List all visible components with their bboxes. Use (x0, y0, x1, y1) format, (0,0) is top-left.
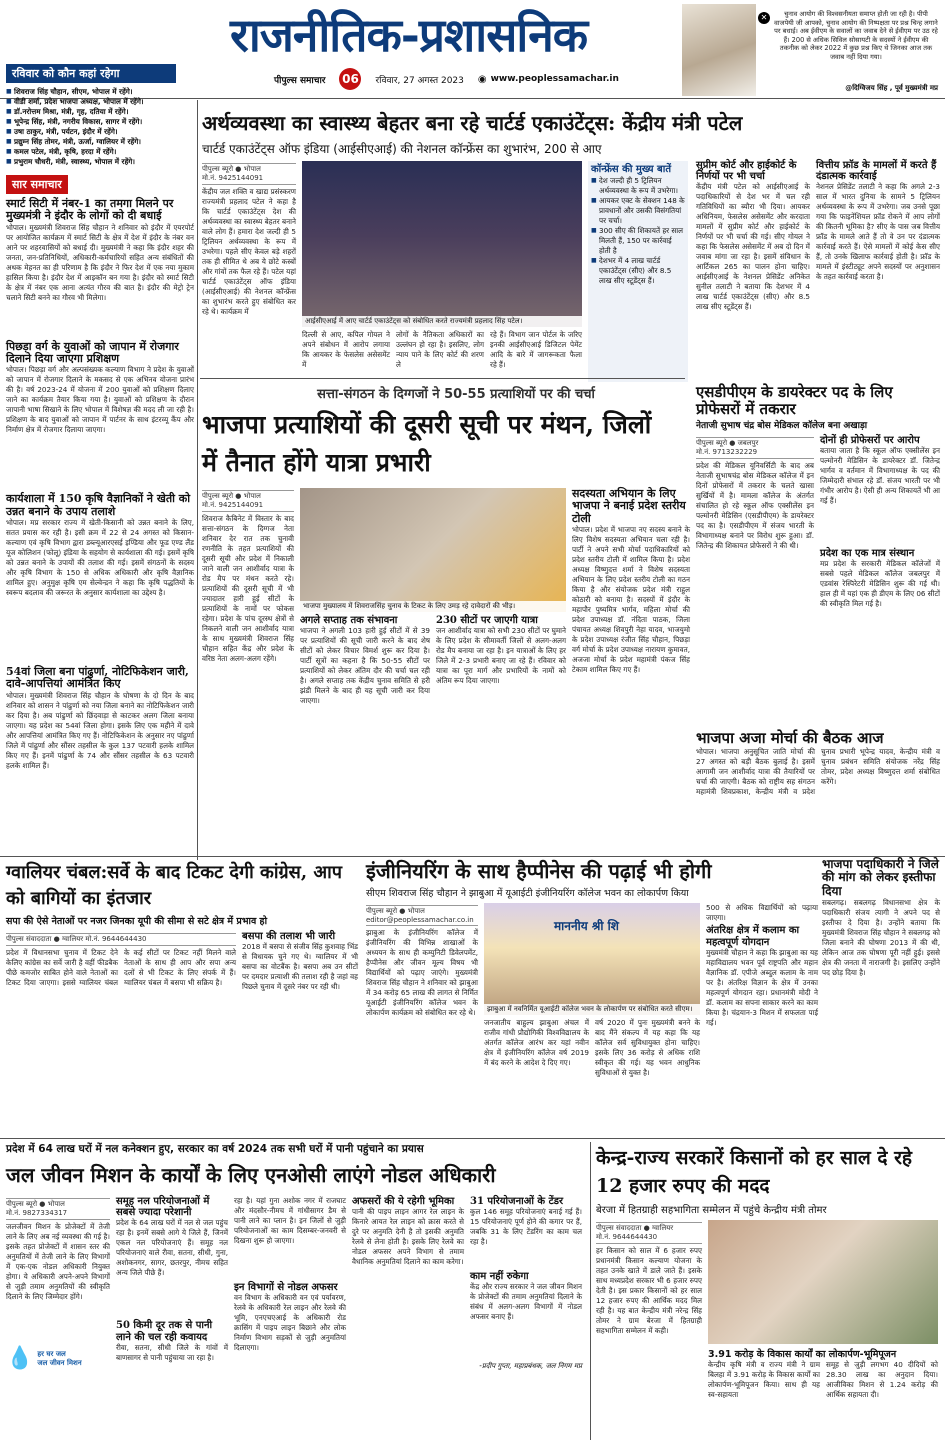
sub-headline: इन विभागों से नोडल अफसर (234, 1282, 338, 1293)
brief-headline: 54वां जिला बना पांढुर्णा, नोटिफिकेशन जारी, दावे-आपत्तियां आमंत्रित किए (6, 664, 189, 691)
resign-headline: भाजपा पदाधिकारी ने जिले की मांग को लेकर इस्तीफा दिया (822, 857, 939, 898)
byline: पीपुल्स ब्यूरो ● भोपाल मो.नं. 9425144091 (202, 490, 294, 512)
brief-item (6, 493, 194, 658)
engg-subhead: सीएम शिवराज सिंह चौहान ने झाबुआ में यूआईटी इंजीनियरिंग कॉलेज भवन का लोकार्पण किया (366, 888, 689, 900)
sar-header: सार समाचार (6, 175, 68, 194)
photo-caption: 3.91 करोड़ के विकास कार्यों का लोकार्पण-भूमिपूजन (708, 1349, 897, 1360)
sub-body: पानी की पाइप लाइन आगर रेल लाइन के किनारे आयत रेल लाइन को क्रास करते से दुरे पर अनुमति देनी है तो इसकी अनुमति रेलवे से लेना होती है। इसके लिए रेलवे का नोडल अफसर अपने विभाग से तमाम वैधानिक अनुमतियां दिलाने का काम करेगा। (352, 1207, 464, 1267)
photo-caption: आईसीएआई में आए चार्टर्ड एकाउंटेंट्स को संबोधित करते राज्यमंत्री प्रहलाद सिंह पटेल। (302, 316, 582, 327)
sub-headline: अंतरिक्ष क्षेत्र में कलाम का महत्वपूर्ण योगदान (706, 925, 800, 948)
column-headline: वित्तीय फ्रॉड के मामलों में करते हैं दंडात्मक कार्रवाई (816, 160, 937, 183)
brief-body: भोपाल। पिछड़ा वर्ग और अल्पसंख्यक कल्याण विभाग ने प्रदेश के युवाओं को जापान में रोजगार दिलाने के मकसद से एक अभिनव योजना प्रारंभ की है। वर्ष 2023-24 में योजना में 200 युवाओं को प्रशिक्षण दिलाए जाने का कार्यक्रम तैयार किया गया है। युवाओं को प्रशिक्षण के दौरान जापानी भाषा सिखाने के लिए भोपाल में विशेषज्ञ की मदद ली जा रही है। प्रशिक्षण के बाद युवाओं को जापान में पार्टनर के साथ इंटरव्यू कैंप और निर्माण क्षेत्र में रोजगार दिलाया जाएगा। (6, 365, 194, 435)
byline: पीपुल्स संवाददाता ● ग्वालियर मो.नं. 9644644430 (6, 933, 236, 946)
side-body: मप्र प्रदेश के सरकारी मेडिकल कॉलेजों में सबसे पहले मेडिकल कॉलेज जबलपुर में एडवांस रेस्पिरेटरी मेडिसिन शुरू की गई थी। हाल ही में यहां एक ही डीएम के लिए 06 सीटों की स्वीकृति मिल गई है। (820, 558, 940, 608)
website: www.peoplessamachar.in (490, 74, 619, 84)
side-headline: दोनों ही प्रोफेसरों पर आरोप (820, 434, 920, 446)
who-where-list (6, 87, 194, 167)
bjp-body: शिवराज कैबिनेट में विस्तार के बाद सत्ता-संगठन के दिग्गज नेता शनिवार देर रात तक चुनावी रणनीति के तहत प्रत्याशियों की दूसरी सूची और प्रदेश में निकाली जाने वाली जन आशीर्वाद यात्रा के रोड मैप पर मंथन करते रहे। प्रत्याशियों की दूसरी सूची में भी ज्यादातर हारी हुई सीटों के प्रत्याशियों के नामों पर फोकस रहेगा। प्रदेश के पांच दूरस्थ क्षेत्रों से निकलने वाली जन आशीर्वाद यात्रा के साथ मुख्यमंत्री शिवराज सिंह चौहान सहित केंद्र और प्रदेश के वरिष्ठ नेता अलग-अलग रहेंगे। (202, 514, 294, 663)
side-body: बताया जाता है कि स्कूल ऑफ एक्सीलेंस इन पल्मोनरी मेडिसिन के डायरेक्टर डॉ. जितेन्द्र भार्गव व वर्तमान में विभागाध्यक्ष के पद की जिम्मेदारी संभाल रहे डॉ. संजय भारती पर भी गंभीर आरोप है। ऐसी ही अन्य शिकायतें भी आ गई हैं। (820, 445, 940, 505)
lead-body: केंद्रीय जल शक्ति व खाद्य प्रसंस्करण राज्यमंत्री प्रहलाद पटेल ने कहा है कि चार्टर्ड एकाउंटेंट्स देश की अर्थव्यवस्था का स्वास्थ्य बेहतर बनाने वाले लोग हैं। हमारा देश जल्दी ही 5 ट्रिलियन अर्थव्यवस्था के रूप में उभरेगा। पहले सीए केवल बड़े शहरों तक ही सीमित थे अब ये छोटे कस्बों और गांवों तक फैल रहे हैं। पटेल यहां चार्टर्ड एकाउंटेंट्स ऑफ इंडिया (आईसीएआई) की नेशनल कॉन्फ्रेंस का शुभारंभ करते हुए संबोधित कर रहे थे। कार्यक्रम में (202, 187, 296, 317)
farm-story (596, 1144, 940, 1440)
water-drop-icon: 💧 (6, 1346, 34, 1371)
farm-headline: केन्द्र-राज्य सरकारें किसानों को हर साल दे रहे 12 हजार रुपए की मदद (596, 1147, 912, 1197)
sub-body: जन आशीर्वाद यात्रा को सभी 230 सीटों पर घुमाने के लिए प्रदेश के सीमावर्ती जिलों से अलग-अलग रोड मैप बनाया जा रहा है। इन यात्राओं के लिए हर जिले में 2-3 प्रभारी बनाए जा रहे हैं। रविवार को यात्रा का पूरा मार्ग और प्रभारियों के नामों को अंतिम रूप दिया जाएगा। (436, 626, 566, 686)
list-item: ■ शिवराज सिंह चौहान, सीएम, भोपाल में रहेंगे। (6, 87, 194, 97)
leader-portrait (682, 4, 756, 96)
gwalior-subhead: सपा की ऐसे नेताओं पर नजर जिनका यूपी की सीमा से सटे क्षेत्र में प्रभाव हो (6, 916, 268, 927)
lead-body: दिल्ली से आए, कपिल गोयल ने अपने संबोधन में आरोप लगाया कि आयकर के फेसलेस असेसमेंट में (302, 330, 390, 370)
ssm-body: प्रदेश की मेडिकल यूनिवर्सिटी के बाद अब नेताजी सुभाषचंद्र बोस मेडिकल कॉलेज में इन दिनों प्रोफेसरों में तकरार के चलते खासा सुर्खियों में है। मामला कॉलेज के अंतर्गत संचालित हो रहे स्कूल ऑफ एक्सीलेंस इन पल्मोनरी मेडिसिन (एसडीपीएम) के डायरेक्टर पद का है। एसडीपीएम में संजय भारती के विभागाध्यक्ष बनाने पर विरोध शुरू हुआ। डॉ. जितेन्द्र की शिकायत प्रोफेसरों ने की थी। (696, 460, 814, 550)
farm-subhead: बेरजा में हितग्राही सहभागिता सम्मेलन में पहुंचे केन्द्रीय मंत्री तोमर (596, 1205, 827, 1216)
gwalior-body: प्रदेश में विधानसभा चुनाव में टिकट देने केलिए कांग्रेस का सर्वे जारी है वहीं फीडबैक पीछे कमजोर साबित होने वाले नेताओं का टिकट दिया जाएगा। इससे ग्वालियर चंबल के कई सीटों पर टिकट नहीं मिलने वाले नेताओं के साथ ही आप और सपा अन्य दलों से भी टिकट के लिए संपर्क में हैं। ग्वालियर चंबल में बसपा भी सक्रिय है। (6, 948, 236, 987)
byline: पीपुल्स ब्यूरो ● भोपाल editor@peoplessamachar.co.in (366, 905, 478, 926)
water-headline: जल जीवन मिशन के कार्यों के लिए एनओसी लाएंगे नोडल अधिकारी (6, 1163, 496, 1187)
sub-headline: काम नहीं रुकेगा (470, 1271, 529, 1283)
left-column (6, 62, 194, 964)
sub-headline: समूह नल परियोजनाओं में सबसे ज्यादा परेशानी (116, 1196, 210, 1219)
lead-story (202, 111, 743, 390)
gwalior-story (6, 860, 360, 1120)
farm-body: हर किसान को साल में 6 हजार रुपए प्रधानमंत्री किसान कल्याण योजना के तहत उनके खाते में डाले जाते हैं। इसके साथ मध्यप्रदेश सरकार भी 6 हजार रुपए देती है। इस प्रकार किसानों को हर साल 12 हजार रुपए की आर्थिक मदद मिल रही है। यह बात केन्द्रीय मंत्री नरेन्द्र सिंह तोमर ने ग्राम बेरजा में हितग्राही सहभागिता सम्मेलन में कही। (596, 1246, 702, 1335)
brief-body: भोपाल। मुख्यमंत्री शिवराज सिंह चौहान ने शनिवार को इंदौर में एयरपोर्ट पर आयोजित कार्यक्रम में स्मार्ट सिटी के क्षेत्र में देश में इंदौर के नंबर वन आने पर शहरवासियों को बधाई दी। मुख्यमंत्री ने कहा कि इंदौर शहर की जनता, जन-प्रतिनिधियों, अधिकारी-कर्मचारियों सहित अन्य संबंधितों की अथक मेहनत का ही परिणाम है कि इंदौर ने फिर देश में एक नया मुकाम हासिल किया है। इंदौर देश में आइकॉन बन गया है। इंदौर को स्मार्ट सिटी के क्षेत्र में नंबर एक आना अत्यंत गौरव की बात है। इंदौर की मेट्रो ट्रेन चलाने सिटी बनने का गौरव भी मिलेगा। (6, 222, 194, 302)
sub-headline: 230 सीटों पर जाएगी यात्रा (436, 615, 538, 626)
side-headline: प्रदेश का एक मात्र संस्थान (820, 547, 915, 559)
engg-body: जनजातीय बाहुल्य झाबुआ अंचल में राजीव गांधी प्रौद्योगिकी विश्वविद्यालय के अंतर्गत कॉलेज आरंभ कर यहां नवीन क्षेत्र में इंजीनियरिंग कॉलेज वर्ष 2019 में बंद करने के आदेश दे दिए गए। (484, 1018, 589, 1068)
farm-body: समूह से जुड़ी लगभग 40 दीदियों को 28.30 लाख का अनुदान दिया। आजीविका मिशन से 1.24 करोड़ की आर्थिक सहायता दी। (826, 1360, 938, 1399)
quote-box (682, 4, 940, 96)
column-body: केंद्रीय मंत्री पटेल को आईसीएआई के पदाधिकारियों से देश भर में चल रही गतिविधियों का ब्यौरा भी दिया। आयकर अधिनियम, फेसलेस असेसमेंट और करदाता मामलों में सुप्रीम कोर्ट और हाईकोर्ट के निर्णयों पर भी चर्चा की गई। सीए गोयल ने कहा कि फेसलेस असेसमेंट में अब दो दिन में जवाब मांगा जा रहा है। इसमें संविधान के आर्टिकल 265 का पालन होना चाहिए। आईसीएआई के नेशनल प्रेसिडेंट अनिकेत सुनील तलाटी ने बताया कि देशभर में 4 लाख चार्टर्ड एकाउंटेंट्स (सीए) और 8.5 लाख सीए स्टूडेंट्स हैं। (696, 182, 810, 312)
list-item: ■ 300 सीए की शिकायतें हर साल मिलती हैं, 150 पर कार्रवाई होती है (591, 226, 685, 256)
engg-body: वर्ष 2020 में पुनः मुख्यमंत्री बनने के बाद मैंने संकल्प में यह कहा कि यह कॉलेज सर्व सुविधायुक्त होना चाहिए। इसके लिए 36 करोड़ से अधिक राशि स्वीकृत की गई। यह भवन आधुनिक सुविधाओं से युक्त है। (595, 1018, 700, 1078)
water-story (6, 1142, 586, 1440)
sub-body: रीवा, सतना, सीधी जिले के गांवों में बाणसागर से पानी पहुंचाया जा रहा है। (116, 1342, 228, 1362)
column-body: नेशनल प्रेसिडेंट तलाटी ने कहा कि अगले 2-3 साल में भारत दुनिया के सामने 5 ट्रिलियन अर्थव्यवस्था के रूप में उभरेगा। जब उनसे पूछा गया कि फाइनेंशियल फ्रॉड रोकने में आप लोगों की कितनी भूमिका है? सीए के पास जब वित्तीय फ्रॉड के मामले आते हैं तो वे उन पर दंडात्मक कार्रवाई करते हैं। ऐसे मामलों में कोई केस सीए हैं, तो उनके खिलाफ कार्रवाई होती है। फ्रॉड के मामले में इंस्टीट्यूट अपने सदस्यों पर अनुशासन के तहत कार्रवाई करता है। (816, 182, 940, 282)
resign-body: सबलगढ़। सबलगढ़ विधानसभा क्षेत्र के पदाधिकारी संजय त्यागी ने अपने पद से इस्तीफा दे दिया है। उन्होंने बताया कि मुख्यमंत्री शिवराज सिंह चौहान ने सबलगढ़ को जिला बनाने की घोषणा 2013 में की थी, लेकिन आज तक घोषणा पूरी नहीं हुई। इससे क्षेत्र की जनता में नाराजगी है। इसलिए उन्होंने पद छोड़ दिया है। (822, 898, 940, 978)
issue-date: रविवार, 27 अगस्त 2023 (375, 75, 464, 86)
byline: पीपुल्स ब्यूरो ● भोपाल मो.नं. 9827334317 (6, 1198, 110, 1220)
quote-author: @दिग्विजय सिंह , पूर्व मुख्यमंत्री मप्र (845, 84, 938, 92)
points-title: कॉन्फ्रेंस की मुख्य बातें (591, 164, 672, 176)
water-body: जलजीवन मिशन के प्रोजेक्टों में तेजी लाने के लिए अब नई व्यवस्था की गई है। इसके तहत प्रोजेक्टों में शासन स्तर की अनुमतियों में तेजी लाने के लिए विभागों में एक-एक नोडल अधिकारी नियुक्त होगा। ये अधिकारी अपने-अपने विभागों से जुड़ी तमाम अनुमतियों की स्वीकृति दिलाने के लिए जिम्मेदार होंगे। (6, 1222, 110, 1301)
list-item: ■ भूपेन्द्र सिंह, मंत्री, नगरीय विकास, सागर में रहेंगे। (6, 117, 194, 127)
globe-icon: ◉ (477, 73, 487, 85)
conference-photo (302, 161, 582, 327)
side-headline: सदस्यता अभियान के लिए भाजपा ने बनाई प्रदेश स्तरीय टोली (572, 487, 686, 525)
sub-headline: अगले सप्ताह तक संभावना (300, 615, 398, 626)
brief-body: भोपाल। मुख्यमंत्री शिवराज सिंह चौहान के घोषणा के दो दिन के बाद शनिवार को शासन ने पांढुर्णा को नया जिला बनाने का नोटिफिकेशन जारी कर दिया है। अब पांढुर्णा को छिंदवाड़ा से काटकर अलग जिला बनाया जाएगा। यह प्रदेश का 54वां जिला होगा। इसके लिए एक महीने में दावे और आपत्तियां आमंत्रित किए गए हैं। नोटिफिकेशन के अनुसार नए पांढुर्णा जिले में पांढुर्णा और सौंसर तहसील के कुल 137 पटवारी हलके शामिल किए गए हैं। इनमें पांढुर्णा के 74 और सौंसर तहसील के 63 पटवारी हलके शामिल हैं। (6, 690, 194, 770)
bjp-headline: भाजपा प्रत्याशियों की दूसरी सूची पर मंथन, जिलों में तैनात होंगे यात्रा प्रभारी (202, 410, 652, 477)
column-headline: सुप्रीम कोर्ट और हाईकोर्ट के निर्णयों पर भी चर्चा (696, 160, 797, 183)
masthead (230, 6, 680, 98)
sub-body: केंद्र और राज्य सरकार ने जल जीवन मिशन के प्रोजेक्टों की तमाम अनुमतियां दिलाने के संबंध में अलग-अलग विभागों में नोडल अफसर बनाए हैं। (470, 1282, 582, 1322)
sub-headline: 31 परियोजनाओं के टेंडर (470, 1196, 564, 1207)
sub-body: कुल 146 समूह परियोजनाएं बनाई गई हैं। 15 परियोजनाएं पूर्ण होने की कगार पर हैं, जबकि 31 के लिए टेंडरिंग का काम चल रहा है। (470, 1207, 582, 1247)
list-item: ■ देश जल्दी ही 5 ट्रिलियन अर्थव्यवस्था के रूप में उभरेगा। (591, 176, 685, 196)
inauguration-photo (484, 903, 700, 1015)
brief-item (6, 666, 194, 811)
bjp-meet-story (696, 730, 940, 848)
ssm-headline: एसडीपीएम के डायरेक्टर पद के लिए प्रोफेसरों में तकरार (696, 383, 893, 418)
sc-column (696, 160, 810, 372)
quote-credit: -प्रदीप गुप्ता, महाप्रबंधक, जल निगम मप्र (479, 1362, 582, 1371)
farm-body: केन्द्रीय कृषि मंत्री व राज्य मंत्री ने ग्राम बिलहा में 3.91 करोड़ के विकास कार्यों का लोकार्पण-भूमिपूजन किया। साथ ही यह स्व-सहायता (708, 1360, 820, 1399)
byline: पीपुल्स ब्यूरो ● भोपाल मो.नं. 9425144091 (202, 163, 296, 185)
byline: पीपुल्स संवाददाता ● ग्वालियर मो.नं. 9644644430 (596, 1222, 702, 1244)
brief-item (6, 198, 194, 333)
resign-story (822, 858, 940, 1140)
page-number: 06 (339, 68, 361, 90)
engg-headline: इंजीनियरिंग के साथ हैप्पीनेस की पढ़ाई भी होगी (366, 859, 712, 883)
brief-item (6, 341, 194, 486)
sub-headline: बसपा की तलाश भी जारी (242, 931, 336, 942)
sub-headline: 50 किमी दूर तक से पानी लाने की चल रही कवायद (116, 1320, 213, 1343)
brief-headline: स्मार्ट सिटी में नंबर-1 का तमगा मिलने पर मुख्यमंत्री ने इंदौर के लोगों को दी बधाई (6, 197, 174, 223)
list-item: ■ उषा ठाकुर, मंत्री, पर्यटन, इंदौर में रहेंगे। (6, 127, 194, 137)
side-body: भोपाल। प्रदेश में भाजपा नए सदस्य बनाने के लिए विशेष सदस्यता अभियान चला रही है। पार्टी ने अपने सभी मोर्चा पदाधिकारियों को प्रदेश स्तरीय टोली में शामिल किया है। प्रदेश अध्यक्ष विष्णुदत्त शर्मा ने विशेष सदस्यता अभियान के लिए प्रदेश स्तरीय टोली का गठन किया है और संयोजक प्रदेश मंत्री राहुल कोठारी को बनाया है। सदस्यों में इंदौर के महापौर पुष्यमित्र भार्गव, महिला मोर्चा की प्रदेश उपाध्यक्ष डॉ. नंदिता पाठक, जिला पंचायत अध्यक्ष शिवपुरी नेहा यादव, भाजयुमो के प्रदेश उपाध्यक्ष रंजीत सिंह चौहान, पिछड़ा वर्ग मोर्चा के प्रदेश उपाध्यक्ष नारायण कुमावत, अजजा मोर्चा के प्रदेश महामंत्री पंकज सिंह टेकाम शामिल किए गए हैं। (572, 524, 690, 674)
lead-headline: अर्थव्यवस्था का स्वास्थ्य बेहतर बना रहे चार्टर्ड एकाउंटेंट्स: केंद्रीय मंत्री पटेल (202, 111, 743, 135)
photo-caption: झाबुआ में नवनिर्मित यूआईटी कॉलेज भवन के लोकार्पण पर संबोधित करते सीएम। (484, 1004, 700, 1015)
sub-body: वन विभाग के अधिकारी वन एवं पर्यावरण, रेलवे के अधिकारी रेल लाइन और रेलवे की भूमि, एनएचएआई के अधिकारी रोड क्रासिंग में पाइप लाइन बिछाने और लोक निर्माण विभाग सड़कों से जुड़ी अनुमतियां दिलाएगा। (234, 1293, 346, 1353)
water-kicker: प्रदेश में 64 लाख घरों में नल कनेक्शन हुए, सरकार का वर्ष 2024 तक सभी घरों में पानी पहुंचाने का प्रयास (6, 1143, 424, 1155)
sub-body: मुख्यमंत्री चौहान ने कहा कि झाबुआ का यह महाविद्यालय भवन पूर्व राष्ट्रपति और महान वैज्ञानिक डॉ. एपीजे अब्दुल कलाम के नाम पर है। अंतरिक्ष विज्ञान के क्षेत्र में उनका महत्वपूर्ण योगदान रहा। प्रधानमंत्री मोदी ने डॉ. कलाम का सपना साकार करने का काम किया है। चंद्रयान-3 मिशन में सफलता पाई गई। (706, 947, 818, 1027)
sub-headline: अफसरों की ये रहेगी भूमिका (352, 1196, 455, 1207)
meet-body: भोपाल। भाजपा अनुसूचित जाति मोर्चा की 27 अगस्त को बड़ी बैठक बुलाई है। इसमें आगामी जन आशीर्वाद यात्रा की तैयारियों पर चर्चा की जाएगी। बैठक को राष्ट्रीय सह संगठन महामंत्री शिवप्रकाश, केन्द्रीय मंत्री व प्रदेश चुनाव प्रभारी भूपेन्द्र यादव, केन्द्रीय मंत्री व चुनाव प्रबंधन समिति संयोजक नरेंद्र सिंह तोमर, प्रदेश अध्यक्ष विष्णुदत्त शर्मा संबोधित करेंगे। (696, 746, 940, 796)
gwalior-headline: ग्वालियर चंबल:सर्वे के बाद टिकट देगी कांग्रेस, आप को बागियों का इंतजार (6, 862, 342, 909)
ssm-story (696, 384, 940, 718)
key-points (591, 176, 685, 286)
bjp-office-photo (300, 488, 566, 612)
byline: पीपुल्स ब्यूरो ● जबलपुर मो.नं. 9713232229 (696, 437, 814, 459)
engg-body: झाबुआ के इंजीनियरिंग कॉलेज में इंजीनियरिंग की विभिन्न शाखाओं के अध्ययन के साथ ही कम्युनिटी डिवेलपमेंट, हैप्पीनेस और जीवन मूल्य विषय भी विद्यार्थियों को पढ़ाए जाएंगे। मुख्यमंत्री शिवराज सिंह चौहान ने शनिवार को झाबुआ में 34 करोड़ 65 लाख की लागत से निर्मित यूआईटी इंजीनियरिंग कॉलेज भवन के लोकार्पण कार्यक्रम को संबोधित कर रहे थे। (366, 928, 478, 1018)
sub-body: प्रदेश के 64 लाख घरों में नल से जल पहुंच रहा है। इनमें सबसे आगे ये जिले हैं, जिनमें एकल नल परियोजनाएं हैं। समूह नल परियोजनाएं वाले रीवा, सतना, सीधी, गुना, अशोकनगर, सागर, छतरपुर, नीमच सहित अन्य जिले पीछे हैं। (116, 1218, 228, 1278)
list-item: ■ प्रभुराम चौधरी, मंत्री, स्वास्थ्य, भोपाल में रहेंगे। (6, 157, 194, 167)
stage-banner: माननीय श्री शि (554, 919, 619, 934)
brief-headline: कार्यशाला में 150 कृषि वैज्ञानिकों ने खेती को उन्नत बनाने के उपाय तलाशे (6, 492, 191, 518)
x-logo-icon: ✕ (758, 12, 770, 24)
paper-name: पीपुल्स समाचार (274, 75, 326, 86)
water-body: रहा है। यहां गुना अशोक नगर में राजघाट और मंदसौर-नीमच में गांधीसागर डैम से पानी लाने का प्लान है। इन जिलों से जुड़ी परियोजनाओं का काम दिसम्बर-जनवरी से दिखना शुरू हो जाएगा। (234, 1196, 346, 1245)
fraud-column (816, 160, 940, 372)
lead-subhead: चार्टर्ड एकाउंटेंट्स ऑफ इंडिया (आईसीएआई) की नेशनल कॉन्फ्रेंस का शुभारंभ, 200 से आए (202, 142, 602, 157)
brief-headline: पिछड़ा वर्ग के युवाओं को जापान में रोजगार दिलाने दिया जाएगा प्रशिक्षण (6, 339, 179, 365)
bjp-kicker: सत्ता-संगठन के दिग्गजों ने 50-55 प्रत्याशियों पर की चर्चा (317, 387, 595, 402)
list-item: ■ वीडी शर्मा, प्रदेश भाजपा अध्यक्ष, भोपाल में रहेंगे। (6, 97, 194, 107)
brief-body: भोपाल। मप्र सरकार राज्य में खेती-किसानी को उन्नत बनाने के लिए, सतत प्रयास कर रही है। इसी क्रम में 22 से 24 अगस्त को किसान-कल्याण एवं कृषि विभाग द्वारा डब्ल्यूआरएसई इण्डिया और फूड एण्ड लैंड यूज कोलिशन (फोलू) इंडिया के सहयोग से कार्यशाला की गई। इसमें कृषि को उन्नत बनाने के उपायों की तलाश की गई। इसमें संगठनों के सदस्य और कृषि विभाग के 150 से अधिक अधिकारी और कृषि वैज्ञानिक शामिल हुए। अनुमुक्ष कृषि एम सेल्वेन्द्रन ने कहा कि कृषि पद्धतियों के स्वरूप बदलाव की जरूरत के अनुसार कार्यशाला का उद्देश्य है। (6, 517, 194, 597)
ssm-subhead: नेताजी सुभाष चंद्र बोस मेडिकल कॉलेज बना अखाड़ा (696, 420, 868, 431)
sammelan-photo (708, 1220, 938, 1344)
list-item: ■ प्रद्युम्न सिंह तोमर, मंत्री, ऊर्जा, ग्वालियर में रहेंगे। (6, 137, 194, 147)
engineering-story (366, 860, 818, 1126)
section-title: राजनीतिक-प्रशासनिक (230, 8, 588, 62)
quote-text: चुनाव आयोग की विश्वसनीयता समाप्त होती जा रही है। पीपी वाजपेयी जी आपको, चुनाव आयोग की निष्पक्षता पर प्रश्न चिन्ह लगाने पर बधाई। अब ईवीएम के सवालों का जवाब देने से ईवीएम पर उठ रहे हैं। 200 से अधिक सिविल सोसायटी के सदस्यों ने ईवीएम की तकनीक को लेकर 2022 में कुछ प्रश्न किए थे जिनका आज तक जवाब नहीं दिया गया। (774, 10, 938, 61)
sub-body: 2018 में बसपा से संजीव सिंह कुशवाह भिंड से विधायक चुने गए थे। ग्वालियर में भी बसपा का वोटबैंक है। बसपा अब उन सीटों पर दमदार प्रत्याशी की तलाश रही है जहां वह पिछले चुनाव में दूसरे नंबर पर रही थी। (242, 942, 358, 992)
list-item: ■ डॉ.नरोत्तम मिश्रा, मंत्री, गृह, दतिया में रहेंगे। (6, 107, 194, 117)
lead-body: लोगों के नैतिकता अधिकारों का उल्लंघन हो रहा है। इसलिए, लोग न्याय पाने के लिए कोर्ट की शरण ले (396, 330, 484, 370)
jjm-logo: 💧 हर घर जल जल जीवन मिशन (6, 1346, 82, 1371)
list-item: ■ देशभर में 4 लाख चार्टर्ड एकाउंटेंट्स (सीए) और 8.5 लाख सीए स्टूडेंट्स हैं। (591, 256, 685, 286)
list-item: ■ कमल पटेल, मंत्री, कृषि, हरदा में रहेंगे। (6, 147, 194, 157)
bjp-story (202, 384, 690, 794)
meet-headline: भाजपा अजा मोर्चा की बैठक आज (696, 729, 884, 747)
who-where-header: रविवार को कौन कहां रहेगा (6, 64, 176, 83)
photo-caption: भाजपा मुख्यालय में शिवराजसिंह चुनाव के टिकट के लिए उमड़ रहे दावेदारों की भीड़। (300, 601, 566, 612)
lead-body: रहे हैं। विभाग जान पोर्टल के जरिए इनकी आईसीएआई डिजिटल पेमेंट आदि के बारे में जागरूकता फैला रहे हैं। (490, 330, 582, 370)
sub-body: भाजपा ने अगली 103 हारी हुई सीटों में से 39 पर प्रत्याशियों की सूची जारी करने के बाद शेष सीटों को लेकर विचार विमर्श शुरू कर दिया है। पार्टी सूत्रों का कहना है कि 50-55 सीटों पर प्रत्याशियों को लेकर अंतिम दौर की चर्चा चल रही है। अगले सप्ताह तक केंद्रीय चुनाव समिति से हरी झंडी मिलने के बाद ही यह सूची जारी कर दिया जाएगा। (300, 626, 430, 706)
engg-body: 500 से अधिक विद्यार्थियों को पढ़ाया जाएगा। (706, 903, 818, 923)
list-item: ■ आयकर एक्ट के सेक्शन 148 के प्रावधानों और उसकी विसंगतियां पर चर्चा। (591, 196, 685, 226)
